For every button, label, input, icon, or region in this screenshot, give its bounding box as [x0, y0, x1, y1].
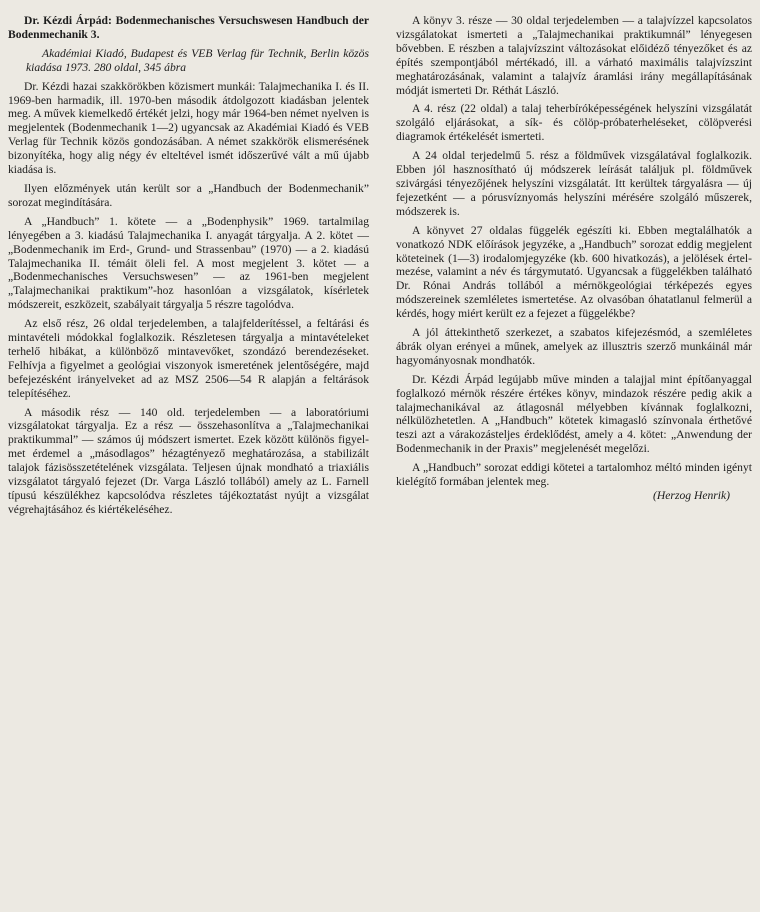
paragraph: A második rész — 140 old. terjedelemben — a laboratóriumi vizsgálatokat tárgyalja. Ez a rész — összehasonlítva a „Talajmechanikai praktikummal” — számos új módszert ismertet. Ezek között különös figyelmet érdemel a „másodlagos” hézagtényező meghatározása, a stabilizált talajok fázisösszetételének vizsgálata. Teljesen újnak mondható a triaxiális vizsgálatot tárgyaló fejezet (Dr. Varga László tollából) amely az L. Farnell típusú készülékhez kapcsolódva részletes tájékoztatást nyújt a vizsgálat végrehajtásához és kiértékeléséhez.: [8, 405, 369, 516]
reviewer-signature: (Herzog Henrik): [653, 489, 730, 502]
paragraph: A könyv 3. része — 30 oldal terjedelemben — a talajvízzel kapcsolatos vizsgálatokat ismerteti a „Talajmechanikai praktikumnál” lényegesen bővebben. E részben a talajvízszint változásokat előidéző tényezőket és az építés szempontjából mértékadó, ill. a várható maximális talajvízszint meghatározásának, valamint a talajvíz áramlási irány megállapításának módját ismerteti Dr. Réthát László.: [396, 14, 752, 97]
paragraph: Az első rész, 26 oldal terjedelemben, a talajfelderítéssel, a feltárási és mintavételi módokkal foglalkozik. Részletesen tárgyalja a mintavételeket terhelő hibákat, a különböző mintavevőket, szondázó berendezéseket. Felhívja a figyelmet a geológiai viszonyok ismeretének jelentőségére, majd befejezésként irányelveket ad az MSZ 2506—54 R alapján a feltárások telepítéséhez.: [8, 317, 369, 400]
paragraph: Dr. Kézdi Árpád legújabb műve minden a talajjal mint építőanyaggal foglalkozó mérnök részére értékes könyv, mindazok részére pedig akik a talajmechanikával az átlagosnál mélyebben kívánnak foglalkozni, nélkülözhetetlen. A „Handbuch” kötetek kimagasló színvonala érthetővé teszi azt a várakozásteljes érdeklődést, amely a 4. kötet: „Anwendung der Bodenmechanik in der Praxis” megjelenését megelőzi.: [396, 372, 752, 456]
paragraph: A 4. rész (22 oldal) a talaj teherbíróképességének helyszíni vizsgálatát szolgáló eljárásokat, a sík- és cölöp-próbaterheléseket, cölöpverési diagramok értékelését ismerteti.: [396, 102, 752, 144]
paragraph: A 24 oldal terjedelmű 5. rész a földművek vizsgálatával foglalkozik. Ebben jól hasznosítható új módszerek leírását találjuk pl. földművek szivárgási tényezőjének helyszíni vizsgálatát. Itt kerültek tárgyalásra — új fejezetként — a pórusvíznyomás helyszíni mérésére szolgáló műszerek, módszerek is.: [396, 149, 752, 218]
right-column: [396, 14, 752, 503]
paragraph: A könyvet 27 oldalas függelék egészíti ki. Ebben megtalálhatók a vonatkozó NDK előírások jegyzéke, a „Handbuch” sorozat eddig megjelent köteteinek (1—3) irodalomjegyzéke (kb. 600 hivatkozás), a jelölések értelmezése, valamint a név és tárgymutató. Ugyancsak a függelékben található Dr. Rónai András tollából a mérnökgeológiai térképezés egyes módszereinek szemléletes ismertetése. Az olvasóban óhatatlanul felmerül a kérdés, hogy miért került ez a fejezet a függelékbe?: [396, 223, 752, 321]
paragraph: A „Handbuch” 1. kötete — a „Bodenphysik” 1969. tartalmilag lényegében a 3. kiadású Talajmechanika I. anyagát tárgyalja. A 2. kötet — „Bodenmechanik im Erd-, Grund- und Strassenbau” (1970) — a 2. kiadású Talajmechanika II. témáit öleli fel. A most megjelent 3. kötet — a „Bodenmechanisches Versuchswesen” — az 1961-ben megjelent „Talajmechanikai praktikum”-hoz hasonlóan a vizsgálatok, kísérletek módszereit, eszközeit, szabályait tárgyalja 5 részre tagolódva.: [8, 214, 369, 312]
paragraph: Ilyen előzmények után került sor a „Handbuch der Bodenmechanik” sorozat megindítására.: [8, 181, 369, 209]
paragraph: A „Handbuch” sorozat eddigi kötetei a tartalomhoz méltó minden igényt kielégítő formában jelentek meg.: [396, 461, 752, 489]
left-column: [8, 14, 369, 522]
paragraph: A jól áttekinthető szerkezet, a szabatos kifejezésmód, a szemléletes ábrák olyan erényei a műnek, amelyek az illusztris szerző munkáinál már hagyományosnak mondhatók.: [396, 326, 752, 367]
paragraph: Dr. Kézdi hazai szakkörökben közismert munkái: Talajmechanika I. és II. 1969-ben harmadik, ill. 1970-ben második átdolgozott kiadásban jelentek meg. A művek kiemelkedő értékét jelzi, hogy már 1964-ben német nyelven is megjelentek (Bodenmechanik 1—2) ugyancsak az Akadémiai Kiadó és VEB Verlag für Technik közös gondozásában. A német szakkörök elismerésének bizonyítéka, hogy alig négy év elteltével ismét időszerűvé vált a mű újabb kiadása is.: [8, 79, 369, 177]
publication-info: Akadémiai Kiadó, Budapest és VEB Verlag für Technik, Berlin közös kiadása 1973. 280 oldal, 345 ábra: [26, 46, 369, 74]
review-title: Dr. Kézdi Árpád: Bodenmechanisches Versuchswesen Handbuch der Bodenmechanik 3.: [8, 14, 369, 41]
